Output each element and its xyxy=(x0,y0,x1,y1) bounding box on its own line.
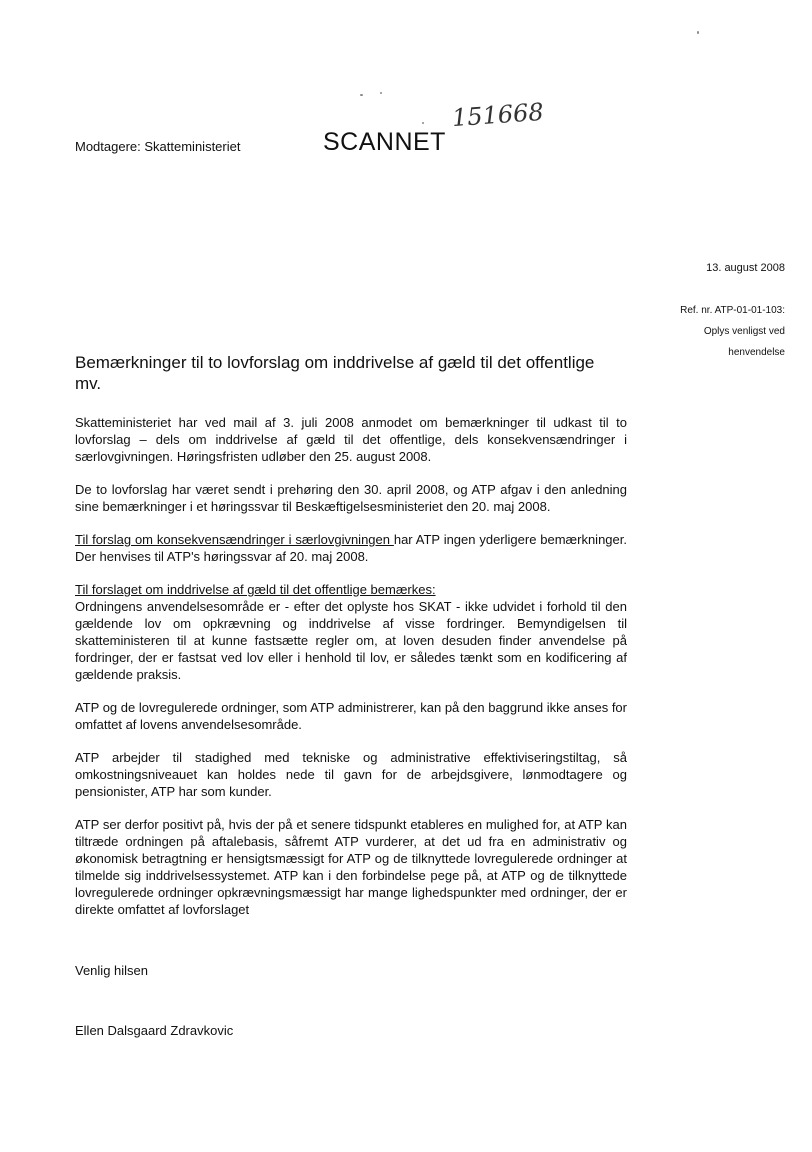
ref-note-cont: henvendelse xyxy=(728,347,785,358)
paragraph-4-text: Ordningens anvendelsesområde er - efter det oplyste hos SKAT - ikke udvidet i forhold til den gældende lov om opkrævning og inddrivelse af visse fordringer. Bemyndigelsen til skatteministeren til at kunne fastsætte regler om, at loven desuden finder anvendelse på fordringer, der er fastsat ved lov eller i henhold til lov, er således tænkt som en kodificering af gældende praksis. xyxy=(75,599,627,682)
ref-note: Oplys venligst ved xyxy=(703,326,785,337)
scan-speck xyxy=(422,122,424,124)
paragraph-3-heading: Til forslag om konsekvensændringer i særlovgivningen xyxy=(75,532,394,547)
letter-date: 13. august 2008 xyxy=(706,262,785,274)
signer-name: Ellen Dalsgaard Zdravkovic xyxy=(75,1023,234,1038)
scan-speck xyxy=(697,31,699,34)
paragraph-6: ATP arbejder til stadighed med tekniske og administrative effektiviseringstiltag, så omkostningsniveauet kan holdes nede til gavn for de arbejdsgivere, lønmodtagere og pensionister, ATP har som kunder. xyxy=(75,750,627,799)
closing-salutation: Venlig hilsen xyxy=(75,963,148,978)
ref-number: Ref. nr. ATP-01-01-103: xyxy=(680,305,785,316)
paragraph-4-heading: Til forslaget om inddrivelse af gæld til det offentlige bemærkes: xyxy=(75,582,436,597)
paragraph-5: ATP og de lovregulerede ordninger, som ATP administrerer, kan på den baggrund ikke anses for omfattet af lovens anvendelsesområde. xyxy=(75,700,627,732)
paragraph-4 xyxy=(75,581,627,683)
paragraph-2: De to lovforslag har været sendt i prehøring den 30. april 2008, og ATP afgav i den anledning sine bemærkninger i et høringssvar til Beskæftigelsesministeriet den 20. maj 2008. xyxy=(75,482,627,514)
handwritten-number: 151668 xyxy=(451,97,545,133)
scan-speck xyxy=(380,92,382,94)
letter-title: Bemærkninger til to lovforslag om inddrivelse af gæld til det offentlige mv. xyxy=(75,353,595,393)
scan-stamp: SCANNET xyxy=(323,128,446,156)
recipients-line: Modtagere: Skatteministeriet xyxy=(75,139,241,154)
paragraph-7: ATP ser derfor positivt på, hvis der på et senere tidspunkt etableres en mulighed for, at ATP kan tiltræde ordningen på aftalebasis, såfremt ATP vurderer, at det ud fra en administrativ og økonomisk betragtning er hensigtsmæssigt for ATP og de tilknyttede lovregulerede ordninger at tilmelde sig inddrivelsessystemet. ATP kan i den forbindelse pege på, at ATP og de tilknyttede lovregulerede ordninger opkrævningsmæssigt har mange lighedspunkter med ordninger, der er direkte omfattet af lovforslaget xyxy=(75,817,627,917)
letter-body xyxy=(75,414,627,934)
paragraph-1: Skatteministeriet har ved mail af 3. juli 2008 anmodet om bemærkninger til udkast til to lovforslag – dels om inddrivelse af gæld til det offentlige, dels konsekvensændringer i særlovgivningen. Høringsfristen udløber den 25. august 2008. xyxy=(75,415,627,464)
paragraph-3 xyxy=(75,531,627,565)
reference-block xyxy=(680,300,785,363)
paragraph-3-text: har ATP ingen yderligere bemærkninger. Der henvises til ATP's høringssvar af 20. maj 2008. xyxy=(75,532,627,564)
scan-speck xyxy=(360,94,363,96)
